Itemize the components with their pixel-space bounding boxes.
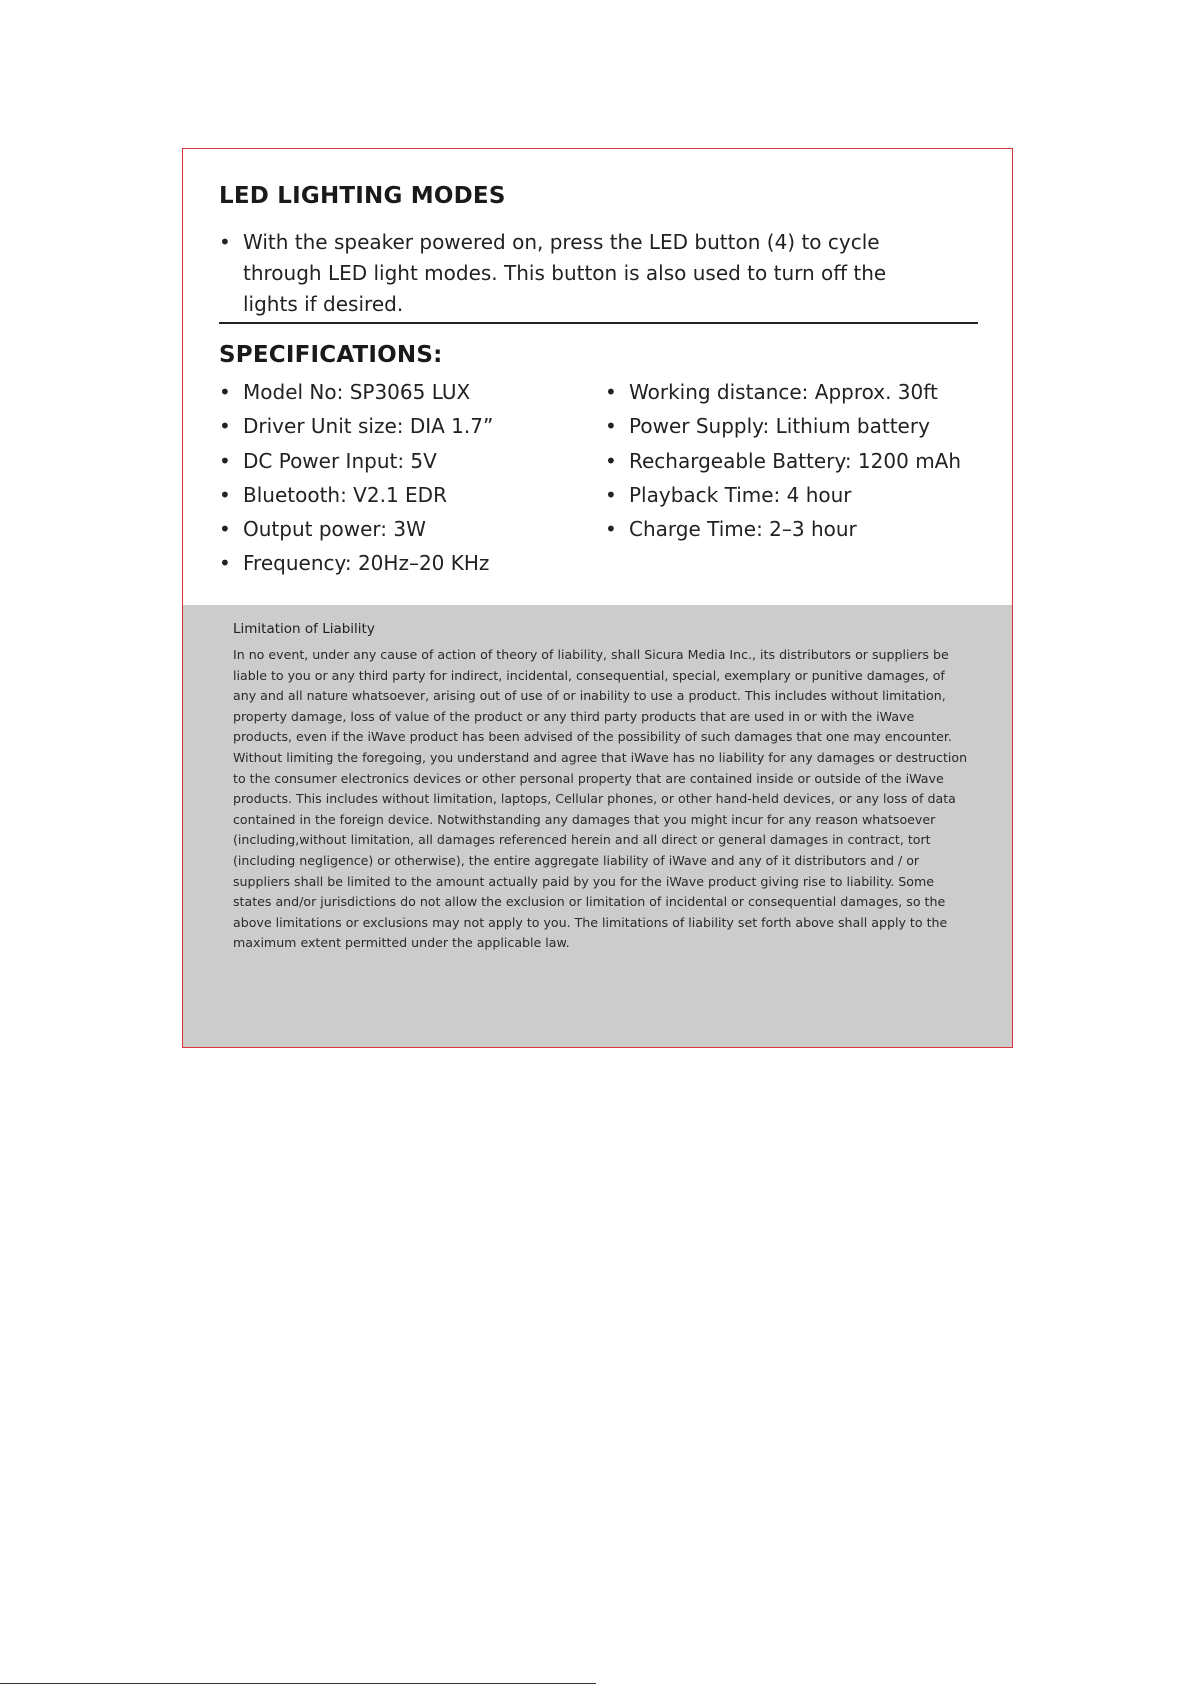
specifications-heading: SPECIFICATIONS: xyxy=(219,342,443,368)
spec-playback-time: Playback Time: 4 hour xyxy=(629,482,852,507)
bullet-glyph: • xyxy=(219,380,231,404)
bullet-glyph: • xyxy=(219,448,231,473)
section-divider xyxy=(219,322,978,324)
led-instruction-item xyxy=(219,227,939,320)
spec-working-distance: Working distance: Approx. 30ft xyxy=(629,380,938,404)
specs-right-column xyxy=(605,375,961,546)
led-instructions-list xyxy=(219,227,939,320)
bullet-glyph: • xyxy=(605,448,617,473)
spec-item xyxy=(605,409,961,443)
spec-item xyxy=(605,512,961,546)
bullet-glyph: • xyxy=(219,230,231,254)
specs-left-column xyxy=(219,375,493,581)
spec-item xyxy=(605,478,961,512)
spec-item xyxy=(219,375,493,409)
spec-item xyxy=(219,444,493,478)
spec-driver-unit: Driver Unit size: DIA 1.7” xyxy=(243,414,494,439)
liability-body: In no event, under any cause of action of theory of liability, shall Sicura Media Inc., its distributors or suppliers be liable to you or any third party for indirect, incidental, consequential, special, exemplary or punitive damages, of any and all nature whatsoever, arising out of use of or inability to use a product. This includes without limitation, property damage, loss of value of the product or any third party products that are used in or with the iWave products, even if the iWave product has been advised of the possibility of such damages that one may encounter. Without limiting the foregoing, you understand and agree that iWave has no liability for any damages or destruction to the consumer electronics devices or other personal property that are contained inside or outside of the iWave products. This includes without limitation, laptops, Cellular phones, or other hand-held devices, or any loss of data contained in the foreign device. Notwithstanding any damages that you might incur for any reason whatsoever (including,without limitation, all damages referenced herein and all direct or general damages in contract, tort (including negligence) or otherwise), the entire aggregate liability of iWave and any of it distributors and / or suppliers shall be limited to the amount actually paid by you for the iWave product giving rise to liability. Some states and/or jurisdictions do not allow the exclusion or limitation of incidental or consequential damages, so the above limitations or exclusions may not apply to you. The limitations of liability set forth above shall apply to the maximum extent permitted under the applicable law. xyxy=(233,647,968,951)
spec-item xyxy=(605,444,961,478)
manual-page-panel xyxy=(182,148,1013,1048)
spec-item xyxy=(605,375,961,409)
spec-item xyxy=(219,478,493,512)
spec-bluetooth: Bluetooth: V2.1 EDR xyxy=(243,482,447,507)
spec-item xyxy=(219,546,493,580)
spec-power-supply: Power Supply: Lithium battery xyxy=(629,414,930,439)
liability-section xyxy=(183,605,1012,1047)
spec-item xyxy=(219,409,493,443)
led-instruction-text: With the speaker powered on, press the LED button (4) to cycle through LED light modes. This button is also used to turn off the lights if desired. xyxy=(243,230,887,316)
bullet-glyph: • xyxy=(219,551,231,576)
liability-title: Limitation of Liability xyxy=(233,621,375,637)
spec-frequency: Frequency: 20Hz–20 KHz xyxy=(243,551,490,576)
bullet-glyph: • xyxy=(219,414,231,439)
spec-battery: Rechargeable Battery: 1200 mAh xyxy=(629,448,962,473)
spec-item xyxy=(219,512,493,546)
bullet-glyph: • xyxy=(605,482,617,507)
bullet-glyph: • xyxy=(605,414,617,439)
spec-model: Model No: SP3065 LUX xyxy=(243,380,471,404)
bullet-glyph: • xyxy=(219,482,231,507)
spec-dc-input: DC Power Input: 5V xyxy=(243,448,437,473)
bullet-glyph: • xyxy=(605,517,617,542)
panel-top-section xyxy=(183,149,1012,605)
footer-rule xyxy=(0,1683,596,1684)
bullet-glyph: • xyxy=(605,380,617,404)
spec-output-power: Output power: 3W xyxy=(243,517,426,542)
spec-charge-time: Charge Time: 2–3 hour xyxy=(629,517,857,542)
bullet-glyph: • xyxy=(219,517,231,542)
led-lighting-heading: LED LIGHTING MODES xyxy=(219,183,506,209)
